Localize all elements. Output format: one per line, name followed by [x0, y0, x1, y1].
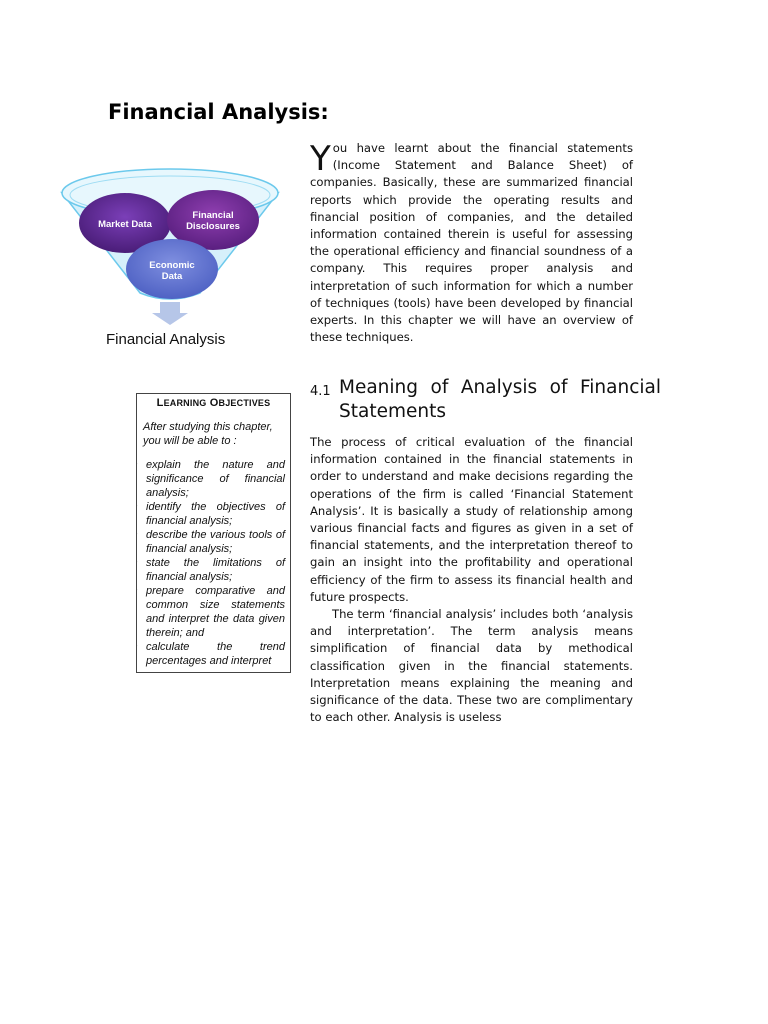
- list-item: • prepare comparative and common size statements and interpret the data given therein; and: [146, 584, 285, 640]
- learning-objectives-box: [136, 393, 291, 673]
- list-item: • calculate the trend percentages and interpret: [146, 640, 285, 668]
- bubble-market-label: Market Data: [98, 219, 152, 230]
- body-paragraph-2: The term ‘financial analysis’ includes both ‘analysis and interpretation’. The term analysis means simplification of financial data by methodical classification given in the financial statements. Interpretation means explaining the meaning and significance of the data. These two are complimentary to each other. Analysis is useless: [310, 607, 633, 725]
- list-item: • state the limitations of financial analysis;: [146, 556, 285, 584]
- bubble-disclosures-label-2: Disclosures: [186, 221, 240, 232]
- section-number: 4.1: [310, 384, 331, 399]
- lo-title-cap-1: L: [156, 397, 164, 409]
- list-item: • identify the objectives of financial analysis;: [146, 500, 285, 528]
- intro-paragraph: [310, 140, 633, 346]
- list-item: • explain the nature and significance of financial analysis;: [146, 458, 285, 500]
- funnel-graphic: [60, 165, 280, 355]
- section-title: Meaning of Analysis of Financial Statements: [339, 377, 661, 422]
- section-body: [310, 434, 633, 726]
- bubble-economic-label-1: Economic: [149, 260, 195, 271]
- down-arrow-icon: [152, 302, 188, 325]
- funnel-diagram: [60, 165, 280, 355]
- body-paragraph-1: The process of critical evaluation of the financial information contained in the financial statements in order to understand and make decisions regarding the operations of the firm is called ‘Financial Statement Analysis’. It is basically a study of relationship among various financial facts and figures as given in a set of financial statements, and the interpretation thereof to gain an insight into the profitability and operational efficiency of the firm to assess its financial health and future prospects.: [310, 435, 633, 604]
- lo-title-rest-2: BJECTIVES: [218, 398, 271, 408]
- section-heading: [310, 376, 662, 424]
- drop-cap: Y: [310, 139, 331, 179]
- page-heading: Financial Analysis:: [108, 100, 329, 124]
- list-item: • describe the various tools of financial analysis;: [146, 528, 285, 556]
- bubble-economic-label-2: Data: [161, 271, 183, 282]
- learning-objectives-list: [137, 458, 290, 668]
- learning-objectives-title: [137, 397, 290, 409]
- bubble-disclosures-label-1: Financial: [192, 210, 234, 221]
- learning-objectives-intro: After studying this chapter, you will be able to :: [143, 421, 273, 447]
- intro-text: ou have learnt about the financial statements (Income Statement and Balance Sheet) of companies. Basically, these are summarized financial reports which provide the operating results and financial position of companies, and the detailed information contained therein is useful for assessing the operational efficiency and financial soundness of a company. This requires proper analysis and interpretation of such information for which a number of techniques (tools) have been developed by financial experts. In this chapter we will have an overview of these techniques.: [310, 141, 633, 345]
- lo-title-cap-2: O: [209, 397, 219, 409]
- diagram-caption: Financial Analysis: [106, 331, 226, 348]
- lo-title-rest-1: EARNING: [163, 398, 207, 408]
